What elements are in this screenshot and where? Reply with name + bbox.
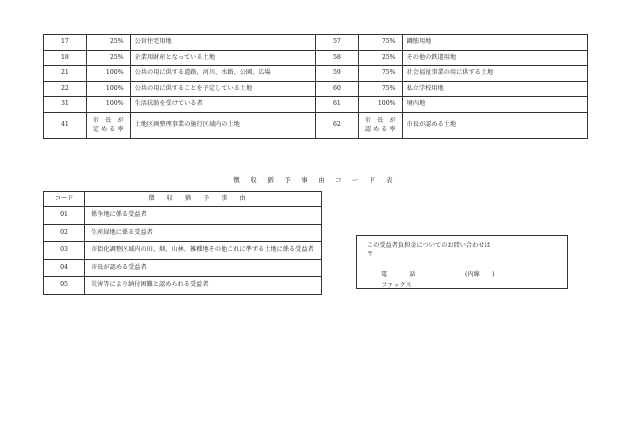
- table-row: [44, 207, 322, 225]
- contact-box: [356, 235, 568, 289]
- land-description: その他の鉄道用地: [402, 50, 587, 66]
- land-description: 市長が認める土地: [402, 112, 587, 138]
- land-code: 57: [315, 35, 358, 51]
- table-row: [44, 66, 588, 82]
- rate-value: 25%: [86, 35, 130, 51]
- extension-label: (内線 ): [465, 271, 495, 278]
- postal-mark: 〒: [367, 251, 374, 258]
- land-code: 41: [44, 112, 87, 138]
- mayor-rate-line: 市 長 が: [364, 116, 396, 124]
- reason-code: 03: [44, 242, 85, 260]
- rate-value: 25%: [86, 50, 130, 66]
- mayor-rate-line: 市 長 が: [92, 116, 124, 124]
- rate-value: 75%: [358, 66, 402, 82]
- land-code: 22: [44, 81, 87, 97]
- rate-value: 100%: [86, 81, 130, 97]
- contact-heading: この受益者負担金についてのお問い合わせは: [367, 242, 491, 249]
- table-row: [44, 50, 588, 66]
- table-row: [44, 112, 588, 138]
- land-code: 17: [44, 35, 87, 51]
- table-row: [44, 81, 588, 97]
- rate-value: 100%: [86, 66, 130, 82]
- rate-value: 100%: [358, 97, 402, 113]
- land-description: 公共の用に供することを予定している土地: [130, 81, 315, 97]
- reason-description: 市街化調整区域内の田、畑、山林、雑種地その他これに準ずる土地に係る受益者: [85, 242, 322, 260]
- table-row: [44, 259, 322, 277]
- rate-value: 100%: [86, 97, 130, 113]
- reason-description: 災害等により納付困難と認められる受益者: [85, 277, 322, 295]
- rate-value: [86, 112, 130, 138]
- table-row: [44, 35, 588, 51]
- reason-description: 市長が認める受益者: [85, 259, 322, 277]
- reason-description: 係争地に係る受益者: [85, 207, 322, 225]
- land-description: 企業用財産となっている土地: [130, 50, 315, 66]
- mayor-rate-line: 認 め る 率: [364, 126, 396, 133]
- land-code: 21: [44, 66, 87, 82]
- table-row: [44, 277, 322, 295]
- reason-code: 05: [44, 277, 85, 295]
- land-code: 62: [315, 112, 358, 138]
- rate-value: [358, 112, 402, 138]
- land-code: 18: [44, 50, 87, 66]
- rate-value: 25%: [358, 50, 402, 66]
- reason-code: 02: [44, 224, 85, 242]
- land-code: 59: [315, 66, 358, 82]
- fax-label: ファックス: [381, 282, 412, 289]
- land-description: 社会福祉事業の用に供する土地: [402, 66, 587, 82]
- land-description: 境内地: [402, 97, 587, 113]
- land-code: 58: [315, 50, 358, 66]
- table-header-row: [44, 192, 322, 207]
- reason-code: 04: [44, 259, 85, 277]
- reason-description: 生産緑地に係る受益者: [85, 224, 322, 242]
- land-description: 土地区画整理事業の施行区域内の土地: [130, 112, 315, 138]
- reason-code: 01: [44, 207, 85, 225]
- land-description: 公共の用に供する道路、河川、水路、公園、広場: [130, 66, 315, 82]
- phone-label: 電 話: [381, 271, 424, 278]
- table-row: [44, 97, 588, 113]
- column-header-code: コード: [44, 192, 85, 207]
- land-code: 31: [44, 97, 87, 113]
- rate-value: 75%: [358, 35, 402, 51]
- reason-code-table: [43, 191, 322, 295]
- table-row: [44, 224, 322, 242]
- rate-table: [43, 34, 588, 139]
- column-header-description: 徴収猶予事由: [85, 192, 322, 207]
- land-description: 鐵筋用地: [402, 35, 587, 51]
- mayor-rate-line: 定 め る 率: [92, 126, 124, 133]
- land-description: 生活扶助を受けている者: [130, 97, 315, 113]
- land-code: 61: [315, 97, 358, 113]
- land-code: 60: [315, 81, 358, 97]
- reason-code-title: 徴 収 猶 予 事 由 コ ー ド 表: [233, 176, 397, 184]
- table-row: [44, 242, 322, 260]
- land-description: 公営住宅用地: [130, 35, 315, 51]
- rate-value: 75%: [358, 81, 402, 97]
- land-description: 私立学校用地: [402, 81, 587, 97]
